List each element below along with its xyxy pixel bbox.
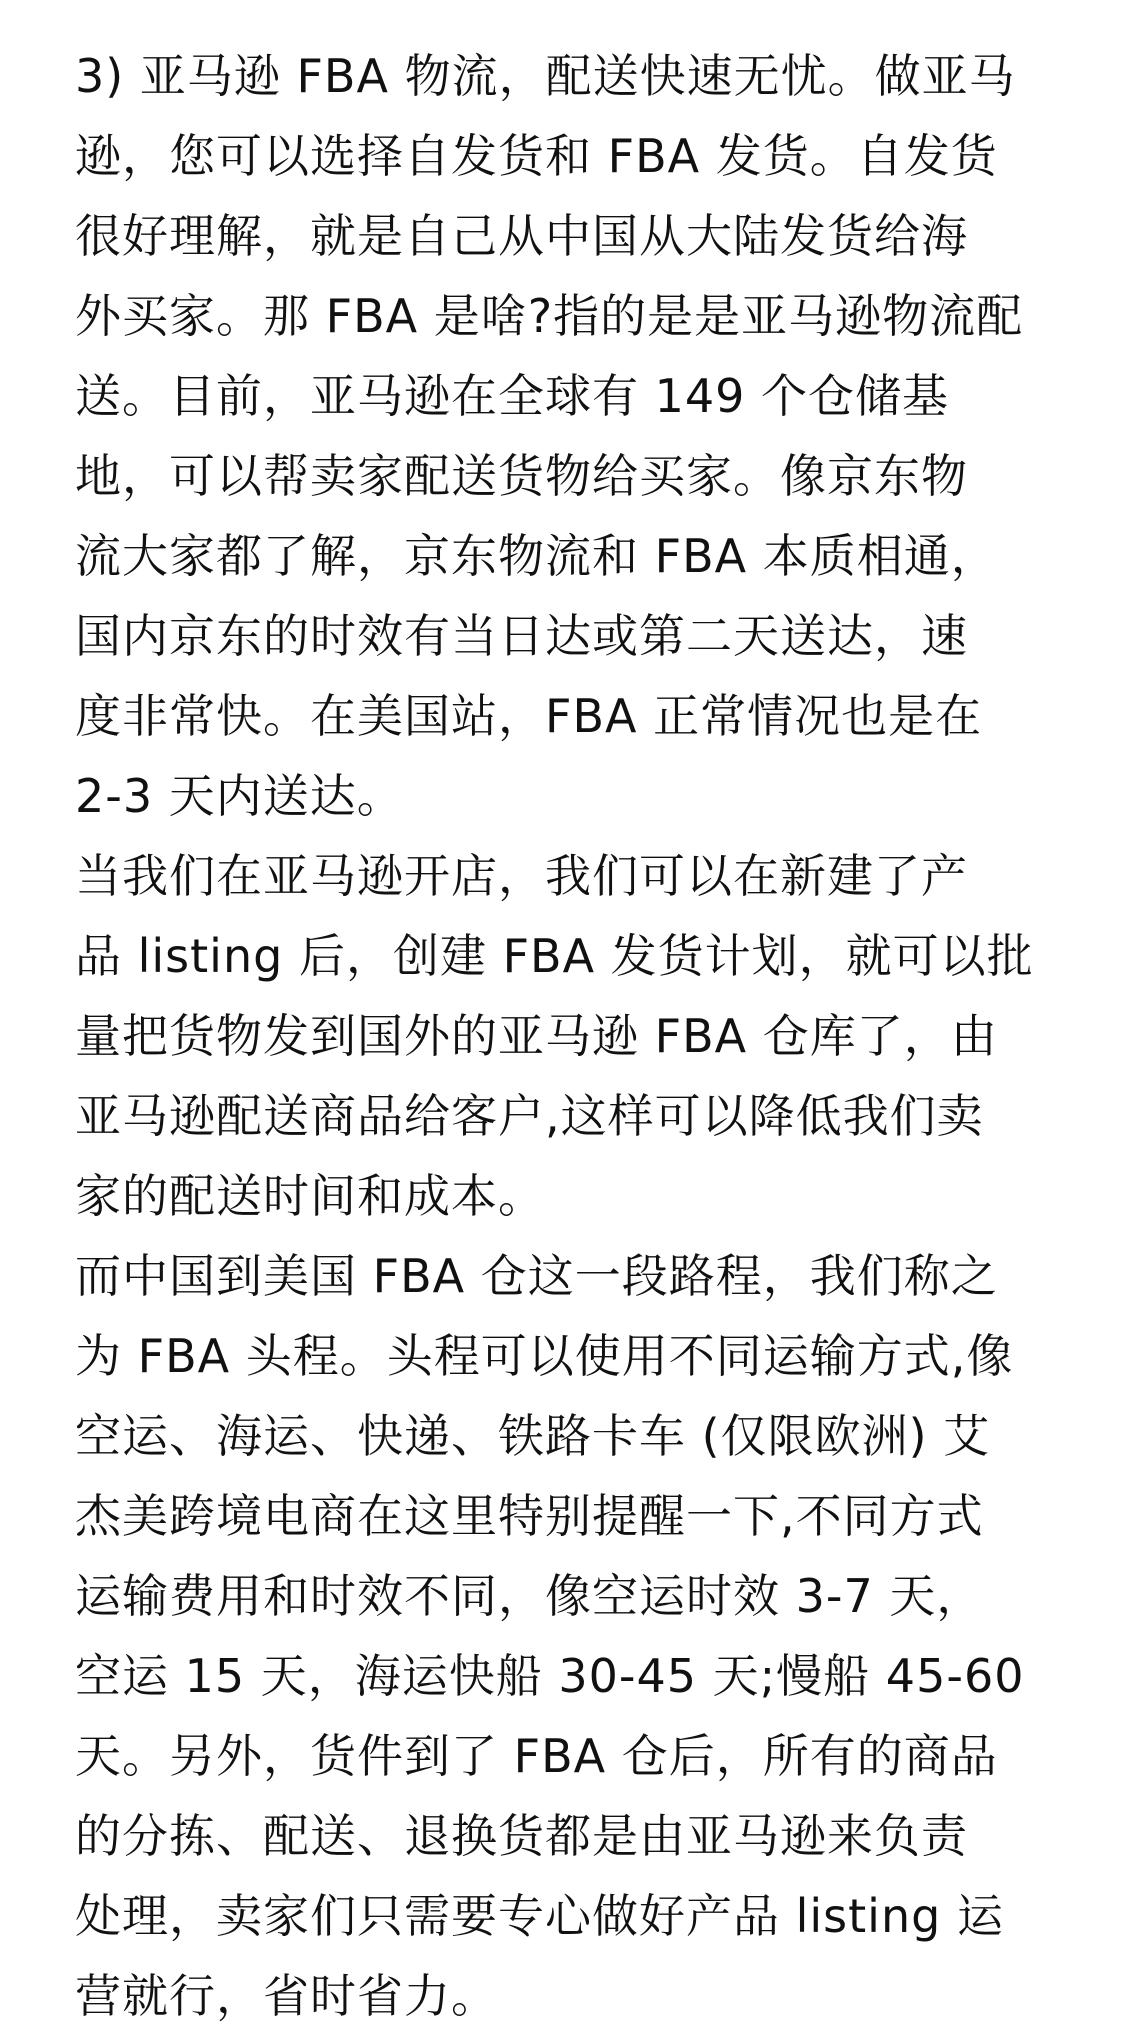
text-line: 家的配送时间和成本。 [75,1169,545,1223]
text-line: 为 FBA 头程。头程可以使用不同运输方式,像 [75,1329,1014,1383]
article-text [75,36,1085,2036]
text-line: 营就行，省时省力。 [75,1969,498,2023]
text-line: 天。另外，货件到了 FBA 仓后，所有的商品 [75,1729,998,1783]
text-line: 流大家都了解，京东物流和 FBA 本质相通， [75,529,998,583]
text-line: 空运、海运、快递、铁路卡车 (仅限欧洲) 艾 [75,1409,991,1463]
text-line: 度非常快。在美国站，FBA 正常情况也是在 [75,689,983,743]
text-line: 的分拣、配送、退换货都是由亚马逊来负责 [75,1809,968,1863]
text-line: 处理，卖家们只需要专心做好产品 listing 运 [75,1889,1004,1943]
text-line: 当我们在亚马逊开店，我们可以在新建了产 [75,849,968,903]
text-line: 逊，您可以选择自发货和 FBA 发货。自发货 [75,129,998,183]
text-line: 品 listing 后，创建 FBA 发货计划，就可以批 [75,929,1034,983]
text-line: 杰美跨境电商在这里特别提醒一下,不同方式 [75,1489,984,1543]
text-line: 亚马逊配送商品给客户,这样可以降低我们卖 [75,1089,984,1143]
text-line: 外买家。那 FBA 是啥?指的是是亚马逊物流配 [75,289,1024,343]
text-line: 空运 15 天，海运快船 30-45 天;慢船 45-60 [75,1649,1025,1703]
text-line: 量把货物发到国外的亚马逊 FBA 仓库了，由 [75,1009,998,1063]
text-line: 地，可以帮卖家配送货物给买家。像京东物 [75,449,968,503]
text-line: 2-3 天内送达。 [75,769,404,823]
text-line: 很好理解，就是自己从中国从大陆发货给海 [75,209,968,263]
text-line: 送。目前，亚马逊在全球有 149 个仓储基 [75,369,950,423]
text-line: 运输费用和时效不同，像空运时效 3-7 天， [75,1569,984,1623]
text-line: 而中国到美国 FBA 仓这一段路程，我们称之 [75,1249,998,1303]
text-line: 国内京东的时效有当日达或第二天送达，速 [75,609,968,663]
text-line: 3) 亚马逊 FBA 物流，配送快速无忧。做亚马 [75,49,1016,103]
